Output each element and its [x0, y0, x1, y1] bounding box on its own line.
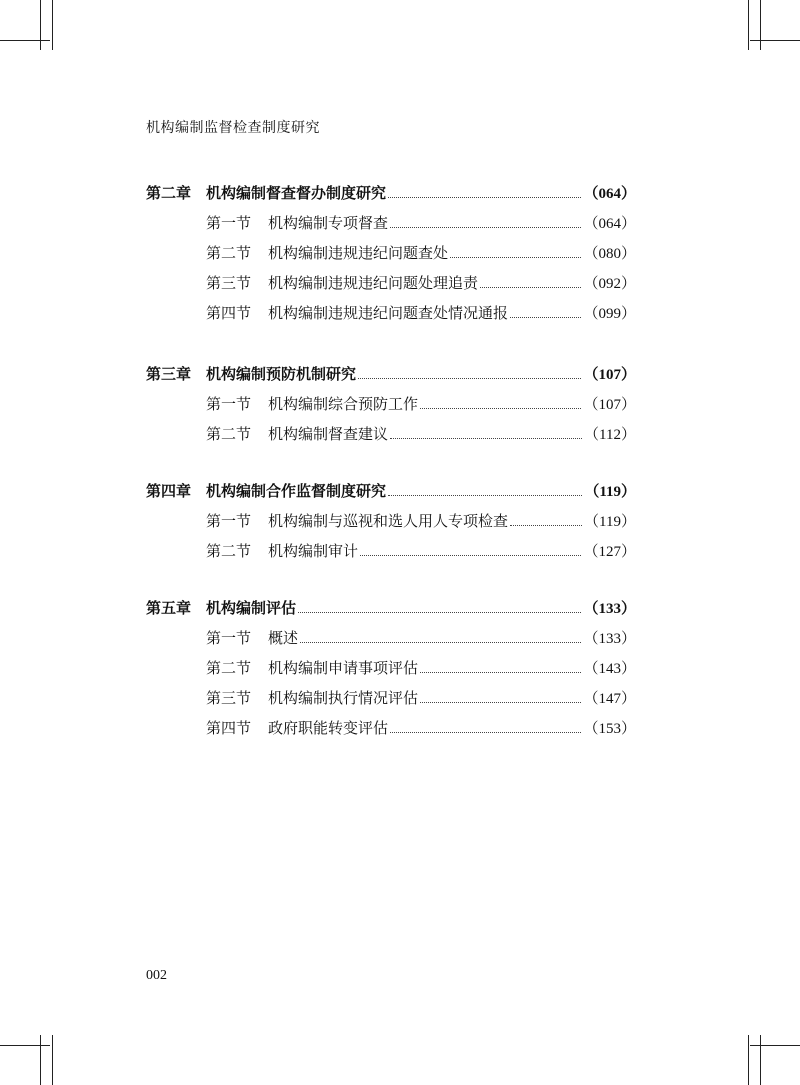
toc-section-entry [206, 423, 636, 445]
toc-chapter-entry-page: （107） [583, 367, 636, 383]
toc-section-entry [206, 717, 636, 739]
leader-dots [510, 316, 581, 318]
toc-section-entry-number: 第二节 [206, 425, 252, 443]
leader-dots [390, 731, 581, 733]
toc-chapter-entry [146, 597, 636, 619]
leader-dots [390, 437, 582, 439]
toc-section-entry-number: 第三节 [206, 274, 252, 292]
toc-section-entry-title: 机构编制督查建议 [268, 425, 389, 443]
leader-dots [450, 256, 581, 258]
toc-chapter-entry [146, 480, 636, 502]
toc-section-entry-title: 机构编制违规违纪问题处理追责 [268, 274, 479, 292]
toc-chapter-entry-page: （064） [583, 186, 636, 202]
leader-dots [388, 494, 582, 496]
toc-section-entry [206, 657, 636, 679]
toc-chapter-entry-number: 第五章 [146, 599, 192, 617]
toc-chapter-entry-number: 第三章 [146, 365, 192, 383]
leader-dots [420, 701, 581, 703]
toc-section-entry-title: 机构编制违规违纪问题查处情况通报 [268, 304, 509, 322]
toc-section-entry [206, 242, 636, 264]
leader-dots [388, 196, 581, 198]
toc-section-entry-title: 概述 [268, 629, 299, 647]
leader-dots [390, 226, 581, 228]
toc-chapter-entry-title: 机构编制预防机制研究 [206, 365, 357, 383]
toc-section-entry-title: 机构编制专项督查 [268, 214, 389, 232]
toc-chapter-entry-title: 机构编制评估 [206, 599, 297, 617]
toc-section-entry-number: 第二节 [206, 659, 252, 677]
toc-section-entry-title: 机构编制申请事项评估 [268, 659, 419, 677]
toc-section-entry-page: （147） [583, 691, 636, 707]
toc-section-entry-page: （112） [584, 427, 636, 443]
toc-section-entry-page: （099） [583, 306, 636, 322]
leader-dots [298, 611, 581, 613]
toc-section-entry-number: 第一节 [206, 512, 252, 530]
toc-section-entry [206, 627, 636, 649]
toc-chapter-entry [146, 363, 636, 385]
page-number: 002 [146, 968, 167, 983]
toc-section-entry [206, 302, 636, 324]
leader-dots [358, 377, 581, 379]
toc-section-entry-title: 机构编制执行情况评估 [268, 689, 419, 707]
toc-section-entry [206, 510, 636, 532]
leader-dots [510, 524, 582, 526]
toc-chapter-entry [146, 182, 636, 204]
toc-section-entry-number: 第一节 [206, 214, 252, 232]
leader-dots [360, 554, 581, 556]
toc-section-entry-number: 第四节 [206, 304, 252, 322]
leader-dots [480, 286, 581, 288]
toc-section-entry-number: 第一节 [206, 629, 252, 647]
leader-dots [300, 641, 581, 643]
toc-section-entry-page: （153） [583, 721, 636, 737]
running-header: 机构编制监督检查制度研究 [146, 120, 320, 136]
toc-section-entry-page: （119） [584, 514, 636, 530]
toc-section-entry-page: （107） [583, 397, 636, 413]
leader-dots [420, 671, 581, 673]
toc-section-entry-page: （064） [583, 216, 636, 232]
toc-section-entry [206, 540, 636, 562]
toc-chapter-entry-title: 机构编制合作监督制度研究 [206, 482, 387, 500]
toc-chapter-entry-title: 机构编制督查督办制度研究 [206, 184, 387, 202]
toc-section-entry-title: 机构编制与巡视和选人用人专项检查 [268, 512, 509, 530]
toc-section-entry-title: 机构编制违规违纪问题查处 [268, 244, 449, 262]
toc-section-entry [206, 393, 636, 415]
toc-section-entry-page: （092） [583, 276, 636, 292]
toc-section-entry-number: 第二节 [206, 542, 252, 560]
toc-section-entry-page: （127） [583, 544, 636, 560]
leader-dots [420, 407, 581, 409]
toc-section-entry-number: 第三节 [206, 689, 252, 707]
toc-section-entry-number: 第二节 [206, 244, 252, 262]
toc-chapter-entry-number: 第四章 [146, 482, 192, 500]
toc-section-entry-title: 政府职能转变评估 [268, 719, 389, 737]
toc-section-entry-page: （080） [583, 246, 636, 262]
toc-section-entry-title: 机构编制综合预防工作 [268, 395, 419, 413]
toc-chapter-entry-number: 第二章 [146, 184, 192, 202]
toc-section-entry-page: （133） [583, 631, 636, 647]
toc-section-entry [206, 212, 636, 234]
toc-section-entry-number: 第一节 [206, 395, 252, 413]
toc-section-entry-number: 第四节 [206, 719, 252, 737]
toc-section-entry [206, 272, 636, 294]
toc-section-entry-title: 机构编制审计 [268, 542, 359, 560]
toc-chapter-entry-page: （119） [584, 484, 636, 500]
toc-chapter-entry-page: （133） [583, 601, 636, 617]
toc-section-entry [206, 687, 636, 709]
toc-section-entry-page: （143） [583, 661, 636, 677]
